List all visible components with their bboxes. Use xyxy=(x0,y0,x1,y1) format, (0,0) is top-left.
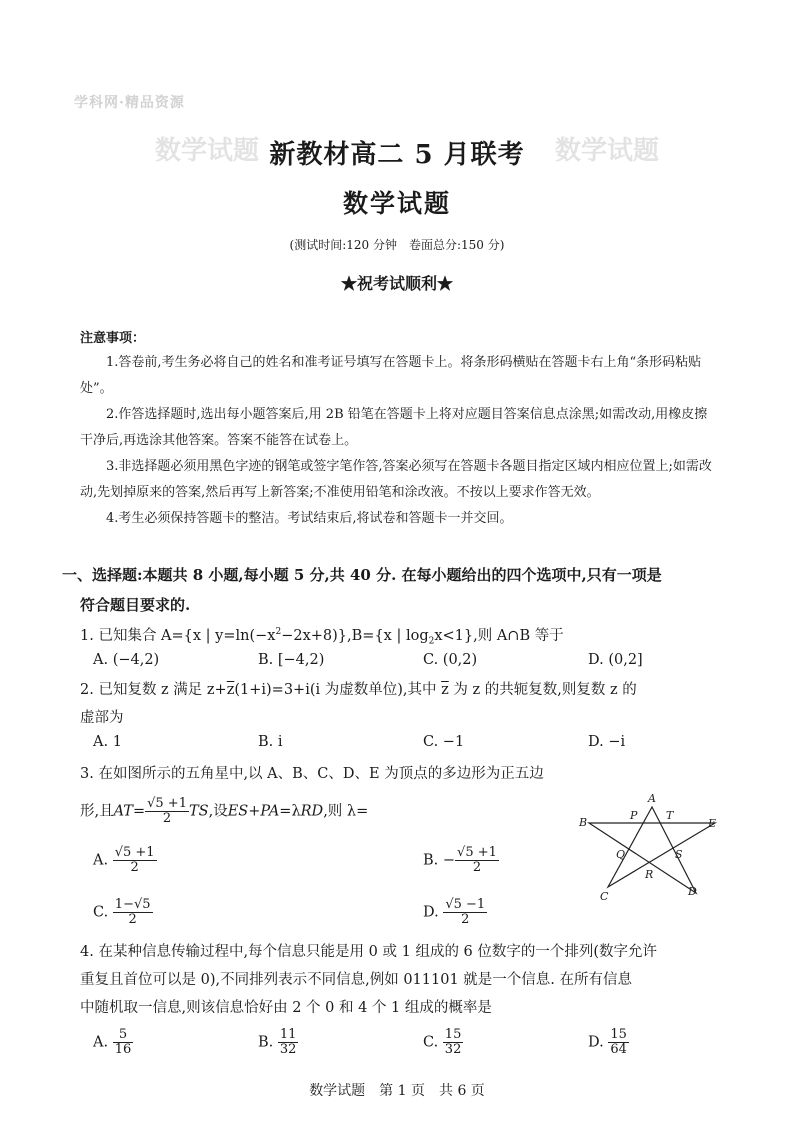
q2-stem-part-a: 2. 已知复数 z 满足 z+ xyxy=(80,682,227,698)
ghost-watermark: 学科网·精品资源 xyxy=(74,95,185,111)
label-C: C xyxy=(600,890,609,903)
q2-option-a: A. 1 xyxy=(93,734,122,750)
label-S: S xyxy=(675,848,683,861)
question-2-stem xyxy=(80,676,720,704)
q3-option-c-fraction xyxy=(113,898,153,927)
notice-heading: 注意事项： xyxy=(80,331,146,346)
q3-option-d-num: √5 −1 xyxy=(445,897,486,912)
vector-RD: RD xyxy=(300,803,324,820)
q4-option-a-fraction xyxy=(113,1028,134,1057)
q3-option-d-fraction xyxy=(443,898,487,927)
label-P: P xyxy=(630,809,638,822)
ghost-title-right: 数学试题 xyxy=(555,136,660,166)
question-3-stem: 3. 在如图所示的五角星中,以 A、B、C、D、E 为顶点的多边形为正五边 xyxy=(80,766,544,782)
q4-option-d-label: D. xyxy=(588,1034,604,1051)
pentagram-figure xyxy=(575,790,725,905)
q3-option-c xyxy=(93,898,153,927)
q4-option-d-num: 15 xyxy=(610,1027,627,1042)
ghost-title-left: 数学试题 xyxy=(155,136,260,166)
q4-option-a-den: 16 xyxy=(114,1042,132,1057)
page-title: 新教材高二 5 月联考 xyxy=(269,140,525,170)
q3-option-d-label: D. xyxy=(423,904,439,921)
question-4-line1: 4. 在某种信息传输过程中,每个信息只能是用 0 或 1 组成的 6 位数字的一个排列(数字允许 xyxy=(80,944,658,960)
q3-option-a-den: 2 xyxy=(130,860,139,875)
q3-text-b: ,设 xyxy=(208,803,228,820)
question-4-line2: 重复且首位可以是 0),不同排列表示不同信息,例如 011101 就是一个信息. 在所有信息 xyxy=(80,972,632,988)
q3-text-c: =λ xyxy=(279,803,301,820)
notice-item-4-text: 4.考生必须保持答题卡的整洁。考试结束后,将试卷和答题卡一并交回。 xyxy=(106,511,513,526)
q4-option-c-label: C. xyxy=(423,1034,439,1051)
q3-option-a-fraction xyxy=(113,846,157,875)
good-luck-line: ★祝考试顺利★ xyxy=(340,274,453,293)
notice-item-1 xyxy=(80,350,720,402)
label-D: D xyxy=(688,885,697,898)
q3-option-a-label: A. xyxy=(93,852,109,869)
q3-ratio-fraction xyxy=(145,797,189,826)
q4-option-c-fraction xyxy=(443,1028,464,1057)
vector-ES: ES xyxy=(227,803,249,820)
q2-stem-part-c: 为 z 的共轭复数,则复数 z 的 xyxy=(448,682,637,698)
section-heading: 一、选择题:本题共 8 小题,每小题 5 分,共 40 分. 在每小题给出的四个选项中,只有一项是 xyxy=(62,566,662,584)
q1-stem-part-a: 1. 已知集合 A={x | y=ln(−x xyxy=(80,627,276,644)
label-E: E xyxy=(708,817,717,830)
notice-item-2-text: 2.作答选择题时,选出每小题答案后,用 2B 铅笔在答题卡上将对应题目答案信息点涂黑;如需改动,用橡皮擦干净后,再选涂其他答案。答案不能答在试卷上。 xyxy=(80,407,708,448)
q2-conjugate-z: $\overline{z}$ xyxy=(226,682,235,698)
q1-option-a: A. (−4,2) xyxy=(93,652,160,668)
vector-AT: AT xyxy=(113,803,133,820)
q4-option-b xyxy=(258,1028,298,1057)
label-R: R xyxy=(645,868,654,881)
label-A: A xyxy=(648,792,656,805)
q4-option-b-num: 11 xyxy=(279,1027,297,1042)
q4-option-a-label: A. xyxy=(93,1034,109,1051)
vector-TS: TS xyxy=(188,803,209,820)
q3-plus: + xyxy=(248,803,261,820)
notice-item-3 xyxy=(80,454,720,506)
q1-option-b: B. [−4,2) xyxy=(258,652,325,668)
q3-ratio-num: √5 +1 xyxy=(147,796,187,811)
page-subtitle: 数学试题 xyxy=(342,189,451,218)
q3-option-d xyxy=(423,898,487,927)
q4-option-c-num: 15 xyxy=(444,1027,462,1042)
question-2-stem-line2: 虚部为 xyxy=(80,710,124,726)
q3-option-b xyxy=(423,846,499,875)
q1-log-base: 2 xyxy=(428,636,435,647)
q1-exponent: 2 xyxy=(275,627,282,637)
q2-stem-part-b: (1+i)=3+i(i 为虚数单位),其中 xyxy=(234,682,437,698)
page-footer: 数学试题 第 1 页 共 6 页 xyxy=(309,1083,485,1099)
exam-meta: (测试时间:120 分钟 卷面总分:150 分) xyxy=(289,238,505,252)
question-3-stem-line2 xyxy=(80,797,600,826)
q2-option-c: C. −1 xyxy=(423,734,465,750)
q3-option-b-num: √5 +1 xyxy=(457,845,497,860)
q1-stem-part-b: −2x+8)},B={x | log xyxy=(281,627,429,644)
q2-conjugate-z-2: $\overline{z}$ xyxy=(441,682,449,698)
q4-option-a-num: 5 xyxy=(113,1028,134,1043)
q4-option-c-den: 32 xyxy=(444,1042,462,1057)
q3-equals: = xyxy=(132,803,146,820)
q1-option-c: C. (0,2) xyxy=(423,652,478,668)
q1-option-d: D. (0,2] xyxy=(588,652,643,668)
q1-stem-part-c: x<1},则 A∩B 等于 xyxy=(434,627,564,644)
notice-item-1-text: 1.答卷前,考生务必将自己的姓名和准考证号填写在答题卡上。将条形码横贴在答题卡右上角“条形码粘贴处”。 xyxy=(80,355,702,396)
label-B: B xyxy=(579,816,588,829)
q4-option-b-den: 32 xyxy=(279,1042,297,1057)
q3-option-a-num: √5 +1 xyxy=(114,845,155,860)
notice-item-3-text: 3.非选择题必须用黑色字迹的钢笔或签字笔作答,答案必须写在答题卡各题目指定区域内相应位置上;如需改动,先划掉原来的答案,然后再写上新答案;不准使用铅笔和涂改液。不按以上要求作答无效。 xyxy=(80,459,712,500)
q3-option-d-den: 2 xyxy=(461,912,470,927)
q3-option-b-label: B. xyxy=(423,852,439,869)
label-T: T xyxy=(666,809,674,822)
q4-option-b-fraction xyxy=(278,1028,299,1057)
q3-option-b-sign: − xyxy=(442,852,456,869)
notice-item-2 xyxy=(80,402,720,454)
question-4-line3: 中随机取一信息,则该信息恰好由 2 个 0 和 4 个 1 组成的概率是 xyxy=(80,1000,492,1016)
q3-option-b-den: 2 xyxy=(472,860,482,875)
label-Q: Q xyxy=(616,848,626,861)
q3-option-b-fraction xyxy=(455,846,499,875)
q3-option-c-label: C. xyxy=(93,904,109,921)
notice-item-4 xyxy=(80,506,720,532)
q4-option-b-label: B. xyxy=(258,1034,274,1051)
q2-option-d: D. −i xyxy=(588,734,626,750)
q3-text-d: ,则 λ= xyxy=(323,803,369,820)
question-1-stem xyxy=(80,618,720,656)
q3-option-c-num: 1−√5 xyxy=(114,897,151,912)
vector-PA: PA xyxy=(260,803,280,820)
q3-ratio-den: 2 xyxy=(162,811,172,826)
q4-option-c xyxy=(423,1028,463,1057)
q2-option-b: B. i xyxy=(258,734,283,750)
q3-option-c-den: 2 xyxy=(128,912,137,927)
section-heading-line2: 符合题目要求的. xyxy=(80,596,191,614)
q4-option-d-fraction xyxy=(608,1028,629,1057)
q4-option-d-den: 64 xyxy=(610,1042,627,1057)
q4-option-d xyxy=(588,1028,629,1057)
q3-option-a xyxy=(93,846,157,875)
q3-text-a: 形,且 xyxy=(80,803,114,820)
q4-option-a xyxy=(93,1028,133,1057)
